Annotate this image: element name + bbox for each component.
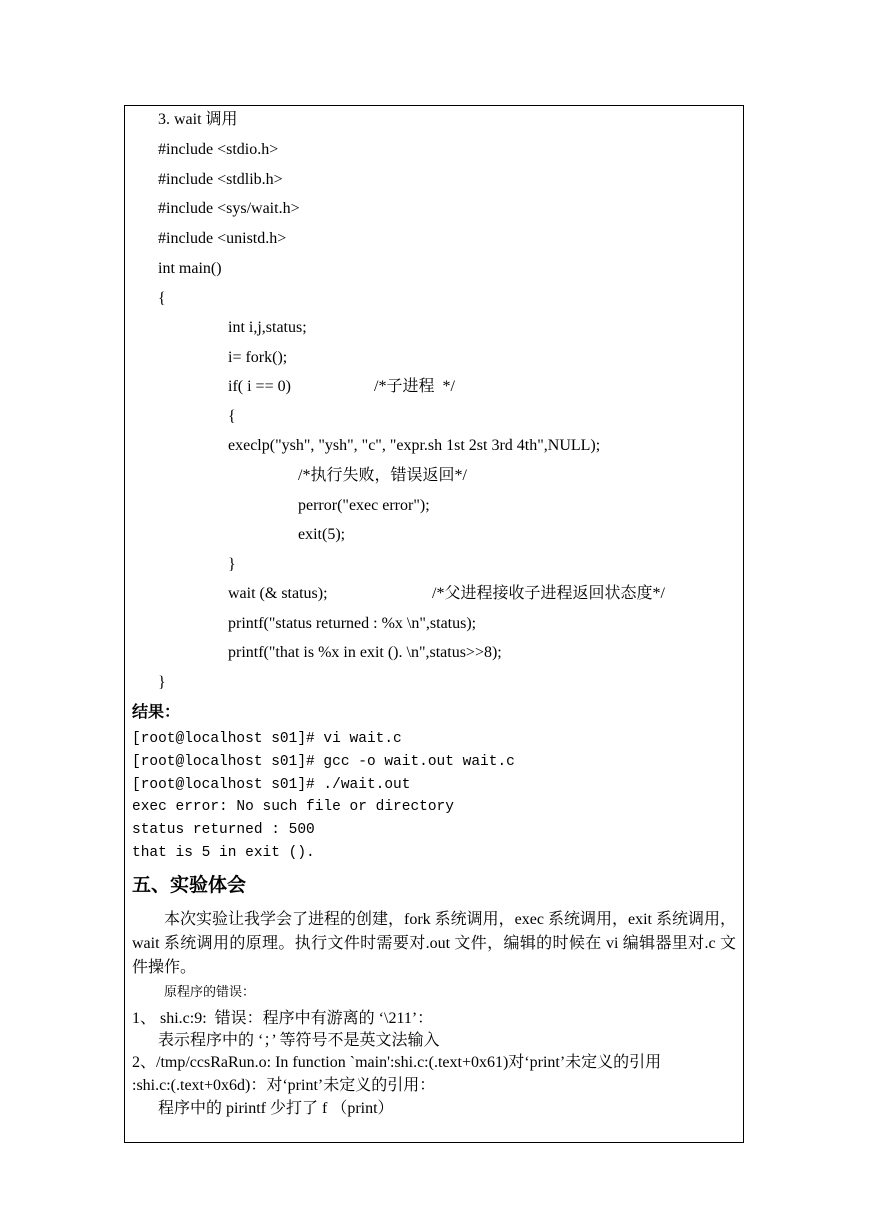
- code-line: #include <unistd.h>: [158, 230, 287, 247]
- code-line: i= fork();: [228, 349, 288, 366]
- code-line: exit(5);: [298, 526, 346, 543]
- code-line: execlp("ysh", "ysh", "c", "expr.sh 1st 2st 3rd 4th",NULL);: [228, 437, 601, 454]
- code-line: }: [228, 556, 236, 573]
- code-comment: /*执行失败，错误返回*/: [298, 467, 467, 484]
- code-line: #include <stdlib.h>: [158, 171, 283, 188]
- terminal-line: [root@localhost s01]# vi wait.c: [132, 731, 402, 747]
- error-item: 2、/tmp/ccsRaRun.o: In function `main':shi.c:(.text+0x61)对‘print’未定义的引用: [132, 1054, 662, 1071]
- code-line: if( i == 0): [228, 378, 291, 395]
- code-line: }: [158, 674, 166, 691]
- error-explanation: 程序中的 pirintf 少打了 f （print）: [158, 1100, 394, 1117]
- error-item: 1、 shi.c:9: 错误：程序中有游离的 ‘\211’：: [132, 1010, 434, 1027]
- terminal-line: exec error: No such file or directory: [132, 799, 454, 815]
- terminal-line: [root@localhost s01]# gcc -o wait.out wait.c: [132, 754, 515, 770]
- code-line: {: [158, 290, 166, 307]
- code-line: printf("that is %x in exit (). \n",status>>8);: [228, 644, 502, 661]
- code-line: int i,j,status;: [228, 319, 307, 336]
- code-line: #include <stdio.h>: [158, 141, 279, 158]
- terminal-line: status returned : 500: [132, 822, 315, 838]
- error-item: :shi.c:(.text+0x6d)：对‘print’未定义的引用：: [132, 1077, 436, 1094]
- code-line: printf("status returned : %x \n",status);: [228, 615, 477, 632]
- code-line: wait (& status);: [228, 585, 328, 602]
- errors-label: 原程序的错误：: [164, 984, 256, 999]
- code-line: perror("exec error");: [298, 497, 430, 514]
- code-line: {: [228, 408, 236, 425]
- terminal-line: [root@localhost s01]# ./wait.out: [132, 777, 411, 793]
- terminal-line: that is 5 in exit ().: [132, 845, 315, 861]
- reflection-paragraph: 本次实验让我学会了进程的创建，fork 系统调用，exec 系统调用，exit 系统调用，wait 系统调用的原理。执行文件时需要对.out 文件，编辑的时候在 vi 编辑器里对.c 文件操作。: [132, 911, 736, 976]
- code-comment: /*子进程 */: [374, 378, 455, 395]
- error-explanation: 表示程序中的 ‘；’ 等符号不是英文法输入: [158, 1032, 440, 1049]
- code-comment: /*父进程接收子进程返回状态度*/: [432, 585, 665, 602]
- result-label: 结果：: [132, 704, 181, 721]
- section-heading: 五、实验体会: [132, 875, 247, 896]
- code-line: int main(): [158, 260, 222, 277]
- code-line: #include <sys/wait.h>: [158, 200, 300, 217]
- code-title: 3. wait 调用: [158, 111, 238, 128]
